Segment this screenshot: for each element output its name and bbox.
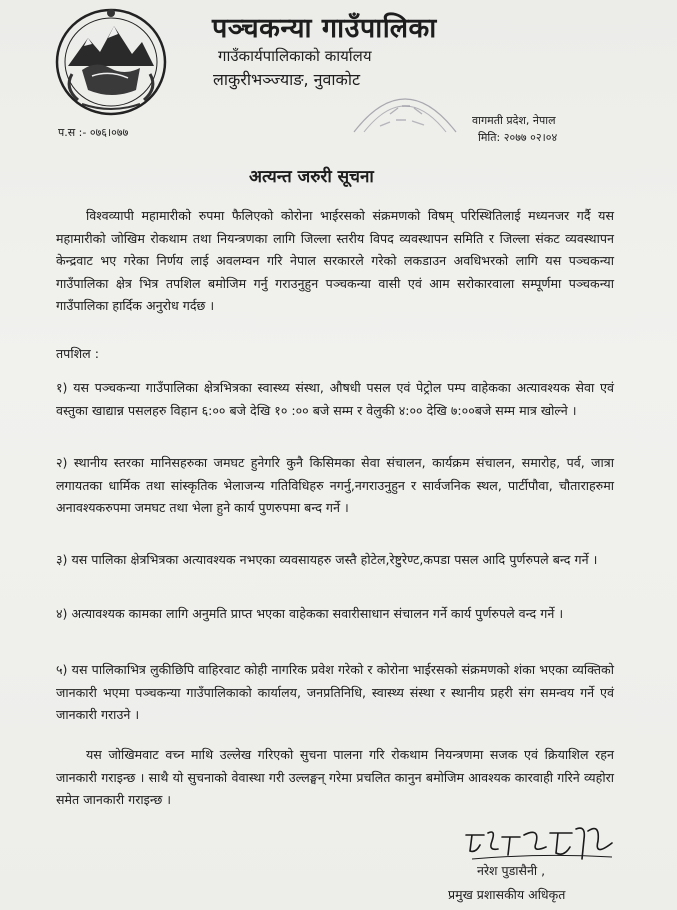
office-name: गाउँकार्यपालिकाको कार्यालय (218, 47, 372, 65)
list-item: १) यस पञ्चकन्या गाउँपालिका क्षेत्रभित्रका स्वास्थ्य संस्था, औषधी पसल एवं पेट्रोल पम्प वाहेकका अत्यावश्यक सेवा एवं वस्तुका खाद्यान्न पसलहरु विहान ६:०० बजे देखि १० :०० बजे सम्म र वेलुकी ४:०० देखि ७:००बजे सम्म मात्र खोल्ने । (56, 380, 614, 418)
office-stamp-icon (350, 84, 460, 134)
tapsil-label: तपशिल : (56, 346, 99, 361)
notice-heading: अत्यन्त जरुरी सूचना (249, 167, 374, 187)
handwritten-signature-icon (462, 823, 622, 865)
notice-date: मिति: २०७७ ०२।०४ (478, 131, 558, 144)
signatory-name: नरेश पुडासैनी , (477, 863, 546, 878)
list-item: ३) यस पालिका क्षेत्रभित्रका अत्यावश्यक नभएका व्यवसायहरु जस्तै होटेल,रेष्टुरेण्ट,कपडा पसल आदि पुर्णरुपले बन्द गर्ने । (56, 552, 598, 567)
closing-paragraph: यस जोखिमवाट वच्न माथि उल्लेख गरिएको सुचना पालना गरि रोकथाम नियन्त्रणमा सजक एवं क्रियाशिल रहन जानकारी गराइन्छ । साथै यो सुचनाको वेवास्था गरी उल्लङ्घन् गरेमा प्रचलित कानुन बमोजिम आवश्यक कारवाही गरिने व्यहोरा समेत जानकारी गराइन्छ । (56, 747, 614, 807)
reference-number: प.स :- ०७६।०७७ (58, 126, 129, 139)
province-label: वागमती प्रदेश, नेपाल (472, 114, 556, 127)
office-address: लाकुरीभञ्ज्याङ, नुवाकोट (213, 70, 361, 89)
list-item: ५) यस पालिकाभित्र लुकीछिपि वाहिरवाट कोही नागरिक प्रवेश गरेको र कोरोना भाईरसको संक्रमणको शंका भएका व्यक्तिको जानकारी भएमा पञ्चकन्या गाउँपालिकाको कार्यालय, जनप्रतिनिधि, स्वास्थ्य संस्था र स्थानीय प्रहरी संग समन्वय गर्ने एवं जानकारी गराउने । (56, 662, 614, 722)
municipality-title: पञ्चकन्या गाउँपालिका (212, 13, 437, 44)
intro-paragraph: विश्वव्यापी महामारीको रुपमा फैलिएको कोरोना भाईरसको संक्रमणको विषम् परिस्थितिलाई मध्यनजर गर्दै यस महामारीको जोखिम रोकथाम तथा नियन्त्रणका लागि जिल्ला स्तरीय विपद व्यवस्थापन समिति र जिल्ला संकट व्यवस्थापन केन्द्रवाट भए गरेका निर्णय लाई अवलम्वन गरि नेपाल सरकारले गरेको लकडाउन अवधिभरको लागि यस पञ्चकन्या गाउँपालिका क्षेत्र भित्र तपशिल बमोजिम गर्नु गराउनुहुन पञ्चकन्या वासी एवं आम सरोकारवाला सम्पूर्णमा पञ्चकन्या गाउँपालिका हार्दिक अनुरोध गर्दछ । (56, 208, 614, 313)
signatory-title: प्रमुख प्रशासकीय अधिकृत (448, 887, 566, 902)
nepal-government-emblem-icon (52, 4, 170, 116)
list-item: २) स्थानीय स्तरका मानिसहरुका जमघट हुनेगरि कुनै किसिमका सेवा संचालन, कार्यक्रम संचालन, समारोह, पर्व, जात्रा लगायतका धार्मिक तथा सांस्कृतिक भेलाजन्य गतिविधिहरु नगर्नु,नगराउनुहुन र सार्वजनिक स्थल, पार्टीपौवा, चौताराहरुमा अनावश्यकरुपमा जमघट तथा भेला हुने कार्य पुणरुपमा बन्द गर्ने । (56, 455, 614, 515)
list-item: ४) अत्यावश्यक कामका लागि अनुमति प्राप्त भएका वाहेकका सवारीसाधान संचालन गर्ने कार्य पुर्णरुपले वन्द गर्ने । (56, 606, 564, 621)
